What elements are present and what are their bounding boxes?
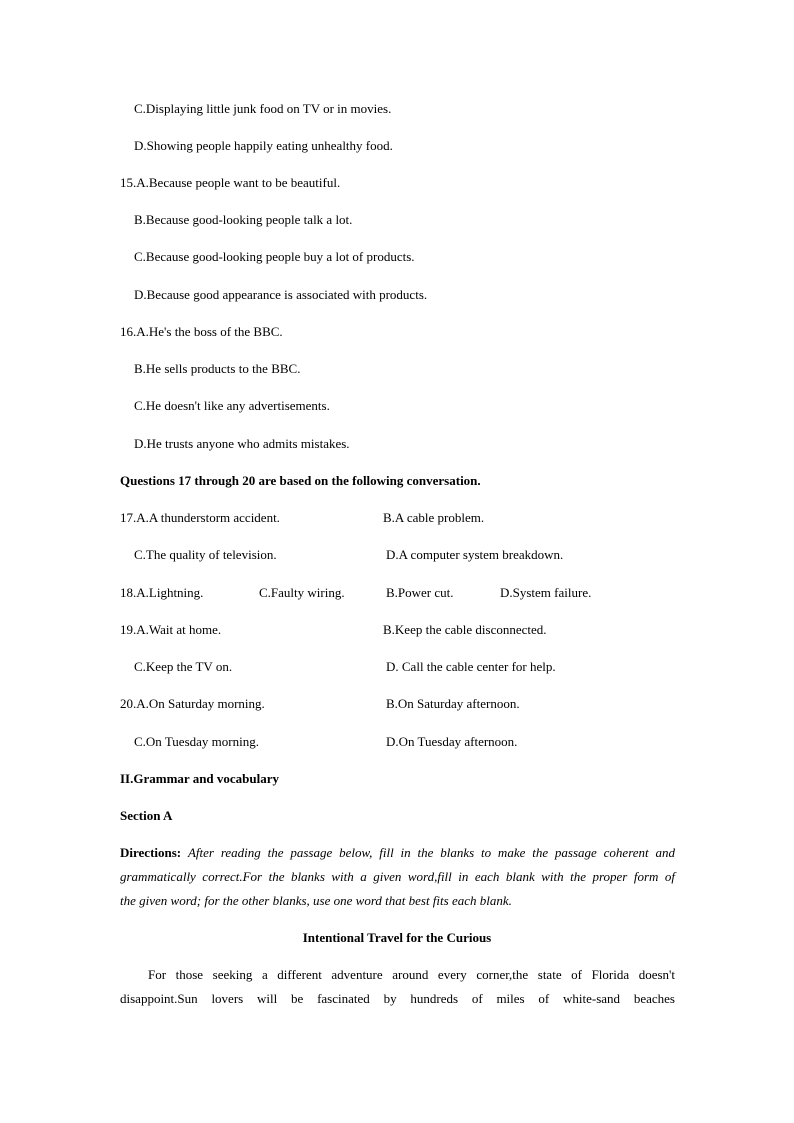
q19-option-d: D. Call the cable center for help. (386, 659, 556, 674)
subsection-heading: Section A (120, 808, 173, 823)
q15-option-b: B.Because good-looking people talk a lot. (134, 212, 353, 227)
directions-line-2: grammatically correct.For the blanks with a given word,fill in each blank with the proper form of (120, 869, 675, 884)
q15-option-a: 15.A.Because people want to be beautiful. (120, 175, 341, 190)
q14-option-c: C.Displaying little junk food on TV or in movies. (134, 101, 392, 116)
q16-option-c: C.He doesn't like any advertisements. (134, 398, 330, 413)
q16-option-a: 16.A.He's the boss of the BBC. (120, 324, 283, 339)
q18-option-b: B.Power cut. (386, 585, 454, 600)
passage-line-2: disappoint.Sun lovers will be fascinated by hundreds of miles of white-sand beaches (120, 991, 675, 1006)
q20-option-b: B.On Saturday afternoon. (386, 696, 520, 711)
q15-option-d: D.Because good appearance is associated with products. (134, 287, 428, 302)
q18-option-a: 18.A.Lightning. (120, 585, 204, 600)
passage-line-1: For those seeking a different adventure around every corner,the state of Florida doesn't (148, 967, 675, 982)
q16-option-b: B.He sells products to the BBC. (134, 361, 301, 376)
q19-option-c: C.Keep the TV on. (134, 659, 233, 674)
conversation-heading: Questions 17 through 20 are based on the following conversation. (120, 473, 481, 488)
directions-line-1 (120, 845, 675, 861)
q14-option-d: D.Showing people happily eating unhealthy food. (134, 138, 393, 153)
q20-option-a: 20.A.On Saturday morning. (120, 696, 265, 711)
q19-option-a: 19.A.Wait at home. (120, 622, 222, 637)
q20-option-d: D.On Tuesday afternoon. (386, 734, 518, 749)
q18-option-d: D.System failure. (500, 585, 592, 600)
section-heading: II.Grammar and vocabulary (120, 771, 280, 786)
q17-option-d: D.A computer system breakdown. (386, 547, 564, 562)
q20-option-c: C.On Tuesday morning. (134, 734, 259, 749)
q19-option-b: B.Keep the cable disconnected. (383, 622, 547, 637)
q16-option-d: D.He trusts anyone who admits mistakes. (134, 436, 350, 451)
q17-option-b: B.A cable problem. (383, 510, 485, 525)
directions-label: Directions: (120, 845, 182, 860)
directions-text-1: After reading the passage below, fill in the blanks to make the passage coherent and (187, 845, 675, 860)
q18-option-c: C.Faulty wiring. (259, 585, 345, 600)
q17-option-a: 17.A.A thunderstorm accident. (120, 510, 280, 525)
directions-line-3: the given word; for the other blanks, use one word that best fits each blank. (120, 893, 512, 908)
q15-option-c: C.Because good-looking people buy a lot of products. (134, 249, 415, 264)
passage-title: Intentional Travel for the Curious (302, 930, 492, 945)
q17-option-c: C.The quality of television. (134, 547, 277, 562)
